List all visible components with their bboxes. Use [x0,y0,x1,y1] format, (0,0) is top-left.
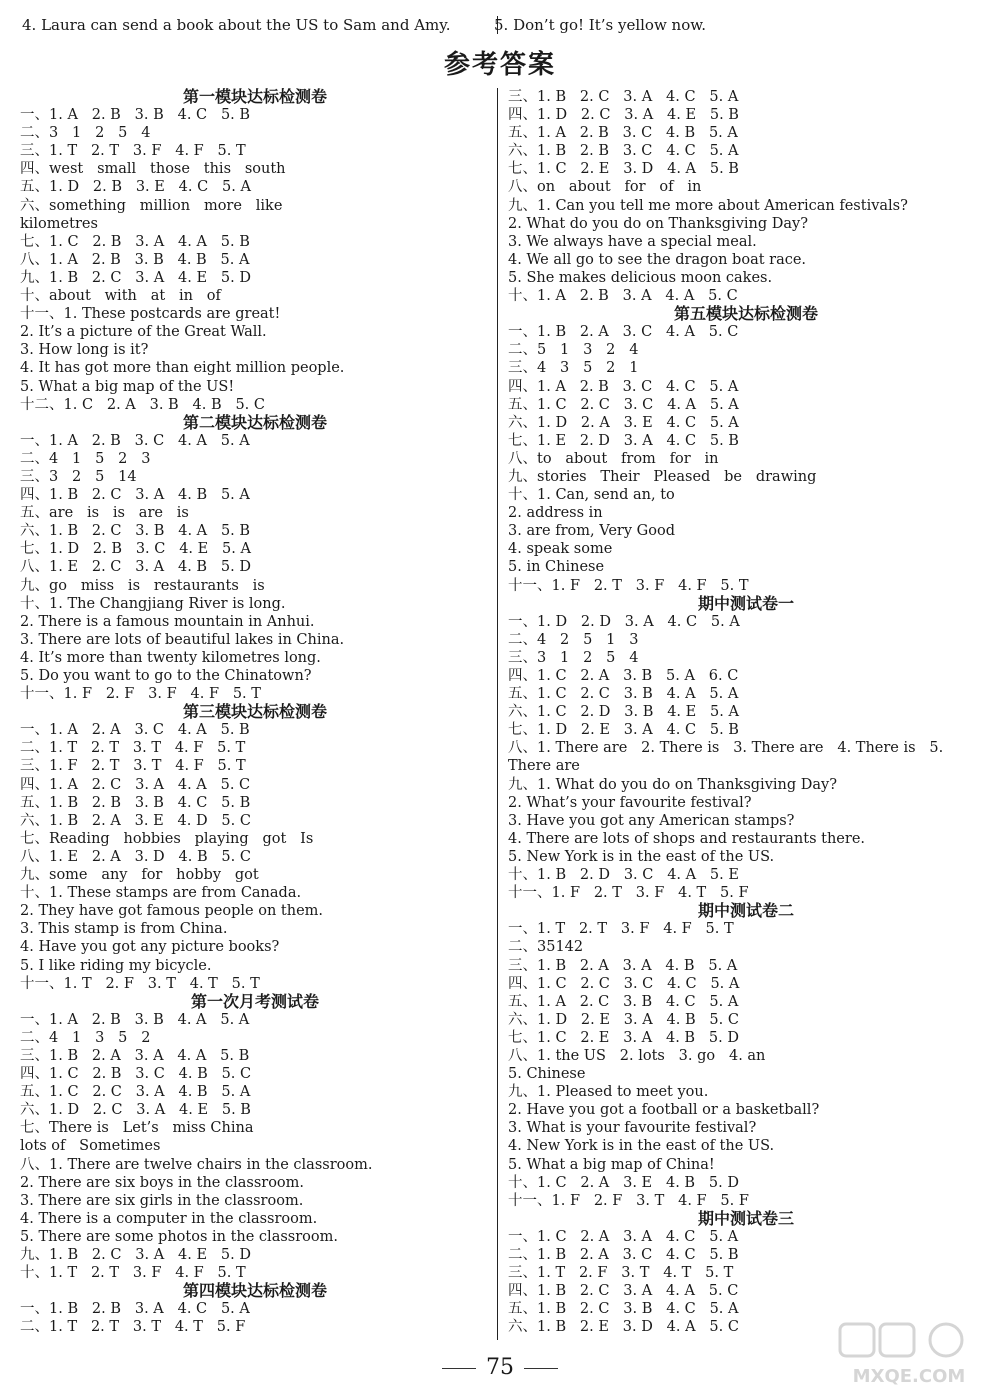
answer-line: 十一、1. F 2. F 3. F 4. F 5. T [20,686,261,703]
answer-line: 5. What a big map of China! [508,1156,715,1173]
answer-line: 3. There are six girls in the classroom. [20,1192,304,1209]
answer-line: 九、1. Can you tell me more about American festivals? [508,197,908,214]
answer-line: 一、1. B 2. A 3. C 4. A 5. C [508,324,739,341]
answer-line: 五、1. C 2. C 3. C 4. A 5. A [508,396,739,413]
answer-line: 一、1. A 2. B 3. B 4. C 5. B [20,107,251,124]
answer-line: 5. Chinese [508,1066,586,1083]
answer-line: 2. There are six boys in the classroom. [20,1174,305,1191]
answer-line: 十一、1. T 2. F 3. T 4. T 5. T [20,975,260,992]
answer-line: 八、to about from for in [508,450,719,467]
answer-line: 二、4 1 5 2 3 [20,450,151,467]
answer-line: 一、1. B 2. B 3. A 4. C 5. A [20,1301,250,1318]
answer-line: 4. It’s more than twenty kilometres long. [20,649,321,666]
answer-line: 二、1. T 2. T 3. T 4. T 5. F [20,1319,246,1336]
answer-line: 5. She makes delicious moon cakes. [508,269,773,286]
answer-line: 五、1. C 2. C 3. B 4. A 5. A [508,686,739,703]
answer-line: 2. There is a famous mountain in Anhui. [20,613,315,630]
answer-line: 2. It’s a picture of the Great Wall. [20,324,267,341]
answer-line: 八、1. E 2. A 3. D 4. B 5. C [20,848,251,865]
answer-line: 六、1. D 2. C 3. A 4. E 5. B [20,1102,251,1119]
answer-line: 八、1. E 2. C 3. A 4. B 5. D [20,559,251,576]
answer-line: 三、1. T 2. T 3. F 4. F 5. T [20,143,246,160]
section-title: 第一模块达标检测卷 [182,87,327,106]
answer-line: 七、There is Let’s miss China [20,1120,254,1137]
answer-line: 5. What a big map of the US! [20,378,235,395]
answer-line: 三、3 2 5 14 [20,468,137,485]
answer-line: 5. There are some photos in the classroom. [20,1228,338,1245]
answer-line: 四、1. B 2. C 3. A 4. B 5. A [20,487,250,504]
answer-line: 4. It has got more than eight million people. [20,360,345,377]
answer-line: 十、1. These stamps are from Canada. [20,885,302,902]
top-carryover-left: 4. Laura can send a book about the US to Sam and Amy. [22,16,451,34]
answer-line: 六、1. D 2. E 3. A 4. B 5. C [508,1011,739,1028]
answer-line: kilometres [20,215,98,232]
answer-line: 一、1. A 2. A 3. C 4. A 5. B [20,722,250,739]
answer-line: 2. What’s your favourite festival? [508,794,752,811]
answer-line: 六、1. C 2. D 3. B 4. E 5. A [508,704,739,721]
answer-line: 七、1. C 2. B 3. A 4. A 5. B [20,233,250,250]
answer-line: 五、1. A 2. B 3. C 4. B 5. A [508,125,738,142]
answer-line: 七、1. C 2. E 3. A 4. B 5. D [508,1029,739,1046]
answer-line: There are [508,758,580,775]
answer-line: 七、1. C 2. E 3. D 4. A 5. B [508,161,739,178]
answer-line: 四、1. C 2. B 3. C 4. B 5. C [20,1066,252,1083]
answer-line: 七、1. D 2. B 3. C 4. E 5. A [20,541,251,558]
answer-line: 五、1. B 2. B 3. B 4. C 5. B [20,794,251,811]
answer-line: 三、1. F 2. T 3. T 4. F 5. T [20,758,246,775]
section-title: 期中测试卷三 [697,1208,794,1228]
answer-line: 四、1. D 2. C 3. A 4. E 5. B [508,107,739,124]
answer-line: 三、4 3 5 2 1 [508,360,639,377]
answer-line: 十一、1. F 2. T 3. F 4. T 5. F [508,885,749,902]
answer-line: 3. Have you got any American stamps? [508,812,795,829]
page-title: 参考答案 [443,50,556,80]
answer-line: 4. There are lots of shops and restaurants there. [508,830,866,847]
answer-line: 一、1. A 2. B 3. C 4. A 5. A [20,432,250,449]
answer-line: 五、1. A 2. C 3. B 4. C 5. A [508,993,739,1010]
answer-line: 十、1. The Changjiang River is long. [20,595,286,612]
answer-line: 五、are is is are is [20,505,189,522]
answer-line: 八、1. There are twelve chairs in the classroom. [20,1156,373,1173]
column-divider [497,88,498,1340]
answer-line: 5. I like riding my bicycle. [20,957,212,974]
top-carryover-right: 5. Don’t go! It’s yellow now. [494,16,707,34]
answer-line: 三、3 1 2 5 4 [508,649,639,666]
answer-line: 十一、1. These postcards are great! [20,306,281,323]
answer-line: 三、1. B 2. C 3. A 4. C 5. A [508,89,739,105]
answer-line: 二、4 1 3 5 2 [20,1029,151,1046]
answer-line: 5. in Chinese [508,559,605,576]
answer-line: 2. Have you got a football or a basketball? [508,1102,820,1119]
section-title: 第三模块达标检测卷 [182,702,327,722]
answer-line: 四、1. A 2. C 3. A 4. A 5. C [20,776,251,793]
footer-dash-right [524,1368,558,1369]
answer-line: 九、go miss is restaurants is [20,577,265,594]
answer-line: 十二、1. C 2. A 3. B 4. B 5. C [20,396,265,413]
page-footer [0,1355,1000,1380]
answer-line: 六、1. B 2. B 3. C 4. C 5. A [508,143,739,160]
answer-line: 九、1. Pleased to meet you. [508,1084,709,1101]
answer-line: 4. Have you got any picture books? [20,939,280,956]
answer-line: 3. This stamp is from China. [20,921,228,938]
answer-line: 2. What do you do on Thanksgiving Day? [508,215,808,232]
answer-line: 八、on about for of in [508,179,702,196]
answer-line: 3. are from, Very Good [508,523,675,540]
answer-line: 六、something million more like [20,197,283,214]
answer-line: 十、about with at in of [20,288,221,305]
watermark-text: MXQE.COM [852,1366,966,1387]
answer-line: 十一、1. F 2. F 3. T 4. F 5. F [508,1192,749,1209]
left-answer-column [20,88,490,1336]
answer-line: 二、1. T 2. T 3. T 4. F 5. T [20,740,246,757]
answer-line: 二、3 1 2 5 4 [20,125,151,142]
answer-line: 二、1. B 2. A 3. C 4. C 5. B [508,1247,739,1263]
answer-line: 九、1. B 2. C 3. A 4. E 5. D [20,1247,251,1263]
answer-line: 四、1. C 2. C 3. C 4. C 5. A [508,975,740,992]
section-title: 期中测试卷一 [697,593,794,613]
answer-line: 十、1. C 2. A 3. E 4. B 5. D [508,1174,739,1191]
answer-line: 5. Do you want to go to the Chinatown? [20,668,312,684]
section-title: 第四模块达标检测卷 [182,1281,327,1301]
answer-line: 2. They have got famous people on them. [20,903,324,920]
footer-dash-left [442,1368,476,1369]
page-number: 75 [486,1355,514,1380]
answer-line: 四、1. B 2. C 3. A 4. A 5. C [508,1283,739,1300]
answer-line: 二、5 1 3 2 4 [508,342,639,359]
answer-line: 5. New York is in the east of the US. [508,848,775,865]
answer-line: 五、1. C 2. C 3. A 4. B 5. A [20,1084,251,1101]
answer-line: 九、1. What do you do on Thanksgiving Day? [508,776,837,793]
answer-line: 4. New York is in the east of the US. [508,1138,775,1155]
answer-line: 五、1. B 2. C 3. B 4. C 5. A [508,1301,739,1318]
answer-line: 八、1. There are 2. There is 3. There are 4. There is 5. [508,740,944,757]
answer-line: 四、1. C 2. A 3. B 5. A 6. C [508,668,739,684]
answer-line: 六、1. B 2. E 3. D 4. A 5. C [508,1319,739,1336]
right-answer-column [508,88,984,1336]
answer-line: 二、4 2 5 1 3 [508,631,639,648]
answer-line: 3. We always have a special meal. [508,233,757,250]
answer-line: 四、1. A 2. B 3. C 4. C 5. A [508,378,739,395]
answer-line: 七、1. D 2. E 3. A 4. C 5. B [508,722,739,739]
section-title: 期中测试卷二 [697,901,794,921]
answer-line: 二、35142 [508,939,584,956]
answer-line: 三、1. T 2. F 3. T 4. T 5. T [508,1265,734,1282]
answer-line: 九、some any for hobby got [20,867,259,884]
answer-line: 三、1. B 2. A 3. A 4. A 5. B [20,1047,250,1064]
answer-line: 三、1. B 2. A 3. A 4. B 5. A [508,957,738,974]
answer-line: 2. address in [508,505,603,522]
answer-line: 十、1. Can, send an, to [508,487,675,504]
answer-line: 七、Reading hobbies playing got Is [20,830,314,847]
answer-line: 十、1. A 2. B 3. A 4. A 5. C [508,288,738,305]
answer-line: 六、1. B 2. A 3. E 4. D 5. C [20,812,251,829]
answer-line: 九、1. B 2. C 3. A 4. E 5. D [20,269,251,286]
answer-line: 十、1. T 2. T 3. F 4. F 5. T [20,1265,246,1282]
answer-line: 十一、1. F 2. T 3. F 4. F 5. T [508,577,749,594]
answer-line: 九、stories Their Pleased be drawing [508,468,817,485]
answer-line: 八、1. A 2. B 3. B 4. B 5. A [20,251,250,268]
answer-line: 4. There is a computer in the classroom. [20,1210,318,1227]
answer-line: lots of Sometimes [20,1138,161,1155]
section-title: 第二模块达标检测卷 [182,412,327,432]
answer-line: 十、1. B 2. D 3. C 4. A 5. E [508,867,739,884]
answer-line: 六、1. B 2. C 3. B 4. A 5. B [20,523,251,540]
answer-line: 一、1. D 2. D 3. A 4. C 5. A [508,613,740,630]
answer-line: 4. speak some [508,541,613,558]
answer-line: 六、1. D 2. A 3. E 4. C 5. A [508,414,739,431]
answer-line: 五、1. D 2. B 3. E 4. C 5. A [20,179,251,196]
section-title: 第一次月考测试卷 [190,991,319,1011]
answer-line: 七、1. E 2. D 3. A 4. C 5. B [508,432,739,449]
section-title: 第五模块达标检测卷 [673,304,818,324]
answer-line: 一、1. T 2. T 3. F 4. F 5. T [508,921,734,938]
answer-line: 八、1. the US 2. lots 3. go 4. an [508,1047,766,1064]
answer-line: 一、1. C 2. A 3. A 4. C 5. A [508,1228,739,1245]
answer-line: 3. What is your favourite festival? [508,1120,757,1137]
answer-line: 3. There are lots of beautiful lakes in China. [20,631,345,648]
answer-line: 四、west small those this south [20,161,286,178]
answer-line: 一、1. A 2. B 3. B 4. A 5. A [20,1011,250,1028]
answer-line: 4. We all go to see the dragon boat race. [508,251,807,268]
answer-line: 3. How long is it? [20,342,149,359]
